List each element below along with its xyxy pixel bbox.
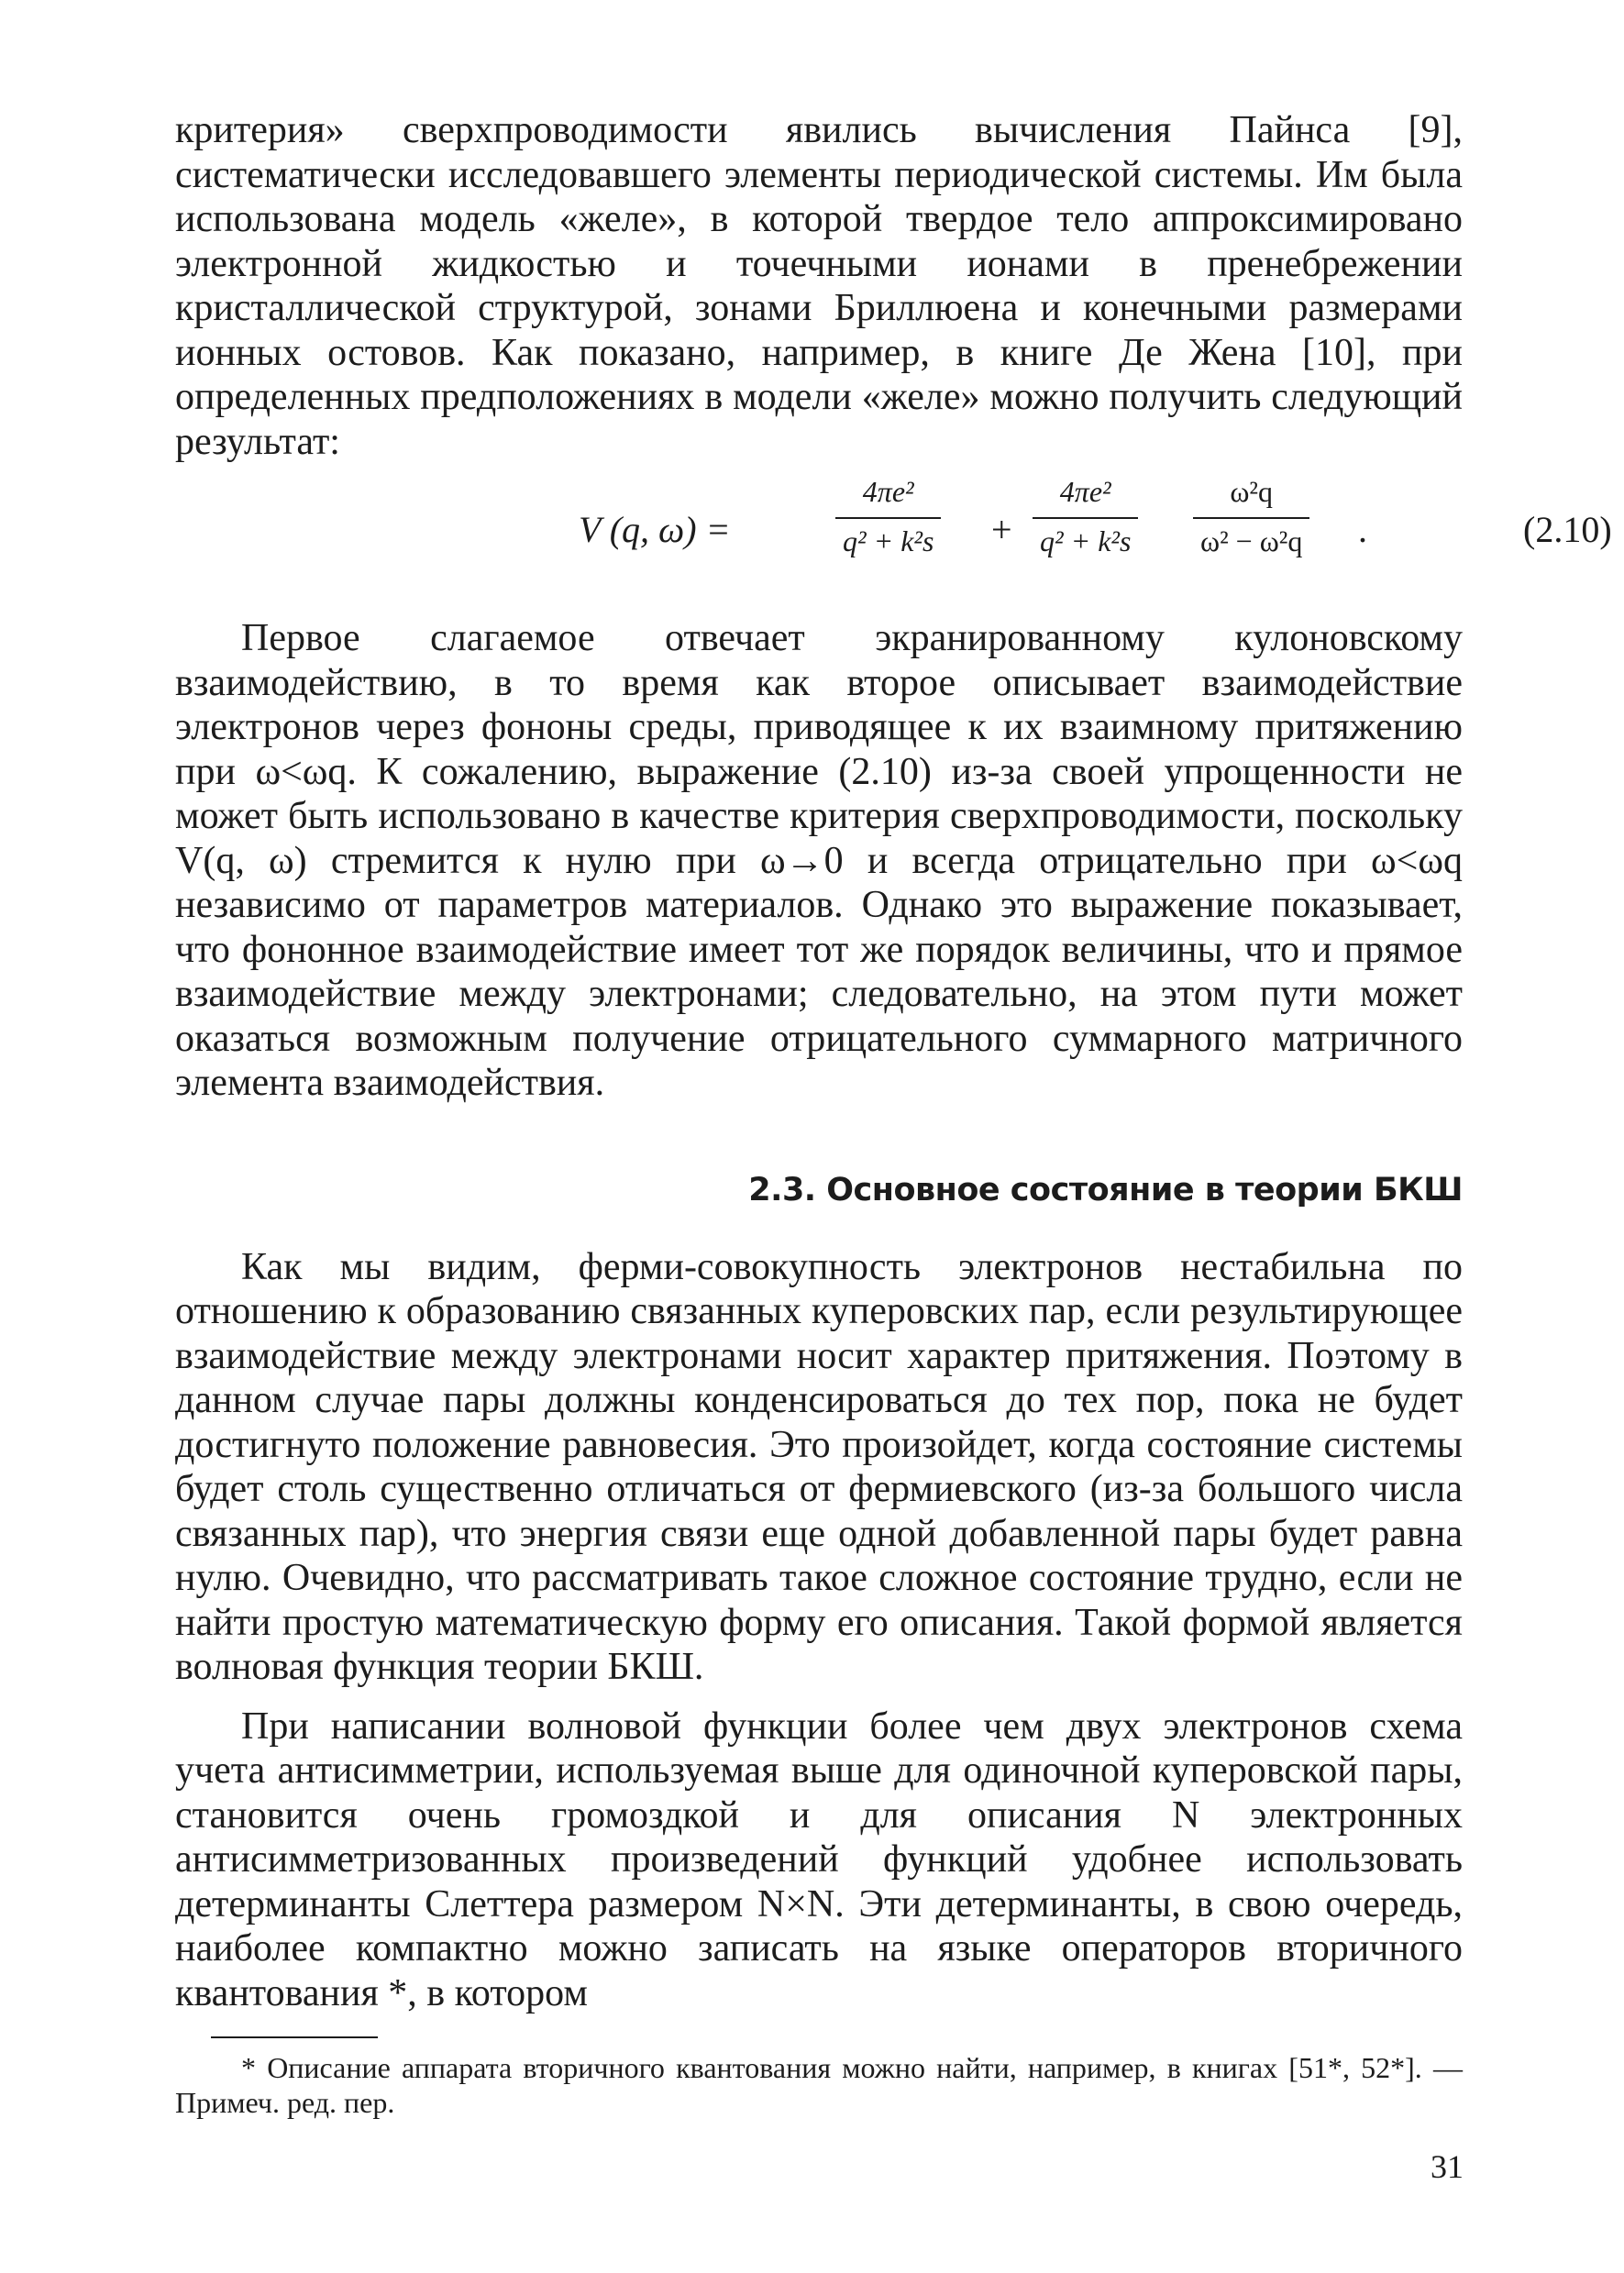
term2-numerator: 4πe²	[1059, 475, 1111, 508]
equation-term-coulomb	[835, 469, 941, 563]
equation-term-phonon	[1033, 469, 1138, 563]
footnote-divider	[211, 2036, 378, 2038]
paragraph-section-1: Как мы видим, ферми-совокупность электронов нестабильна по отношению к образованию связанных куперовских пар, если результирующее взаимодействие между электронами носит характер притяжения. Поэтому в данном случае пары должны конденсироваться до тех пор, пока не будет достигнуто положение равновесия. Это произойдет, когда состояние системы будет столь существенно отличаться от фермиевского (из-за большого числа связанных пар), что энергия связи еще одной добавленной пары будет равна нулю. Очевидно, что рассматривать такое сложное состояние трудно, если не найти простую математическую форму его описания. Такой формой является волновая функция теории БКШ.	[175, 1245, 1463, 1688]
equation-number: (2.10)	[1523, 509, 1612, 550]
term1-denominator: q² + k²s	[843, 524, 934, 557]
paragraph-gap	[175, 1690, 1463, 1705]
term1-numerator: 4πe²	[862, 475, 914, 508]
paragraph-intro: критерия» сверхпроводимости явились вычисления Пайнса [9], систематически исследовавшего элементы периодической системы. Им была использована модель «желе», в которой твердое тело аппроксимировано электронной жидкостью и точечными ионами в пренебрежении кристаллической структурой, зонами Бриллюена и конечными размерами ионных остовов. Как показано, например, в книге Де Жена [10], при определенных предположениях в модели «желе» можно получить следующий результат:	[175, 109, 1463, 463]
equation-lhs: V (q, ω) =	[579, 509, 731, 550]
page-number: 31	[1431, 2148, 1464, 2185]
term3-numerator: ω²q	[1230, 475, 1273, 508]
term2-denominator: q² + k²s	[1040, 524, 1132, 557]
section-heading: 2.3. Основное состояние в теории БКШ	[748, 1171, 1463, 1208]
equation-term-frequency	[1193, 469, 1309, 563]
equation-2-10	[175, 469, 1612, 607]
paragraph-after-equation: Первое слагаемое отвечает экранированному кулоновскому взаимодействию, в то время как второе описывает взаимодействие электронов через фононы среды, приводящее к их взаимному притяжению при ω<ωq. К сожалению, выражение (2.10) из-за своей упрощенности не может быть использовано в качестве критерия сверхпроводимости, поскольку V(q, ω) стремится к нулю при ω→0 и всегда отрицательно при ω<ωq независимо от параметров материалов. Однако это выражение показывает, что фононное взаимодействие имеет тот же порядок величины, что и прямое взаимодействие между электронами; следовательно, на этом пути может оказаться возможным получение отрицательного суммарного матричного элемента взаимодействия.	[175, 617, 1463, 1104]
paragraph-section-2: При написании волновой функции более чем двух электронов схема учета антисимметрии, используемая выше для одиночной куперовской пары, становится очень громоздкой и для описания N электронных антисимметризованных произведений функций удобнее использовать детерминанты Слеттера размером N×N. Эти детерминанты, в свою очередь, наиболее компактно можно записать на языке операторов вторичного квантования *, в котором	[175, 1705, 1463, 2014]
equation-end-dot: .	[1358, 509, 1367, 550]
term3-denominator: ω² − ω²q	[1200, 524, 1303, 557]
text-column	[175, 108, 1612, 2015]
footnote: * Описание аппарата вторичного квантования можно найти, например, в книгах [51*, 52*]. — Примеч. ред. пер.	[175, 2051, 1463, 2119]
equation-plus: +	[991, 509, 1012, 550]
